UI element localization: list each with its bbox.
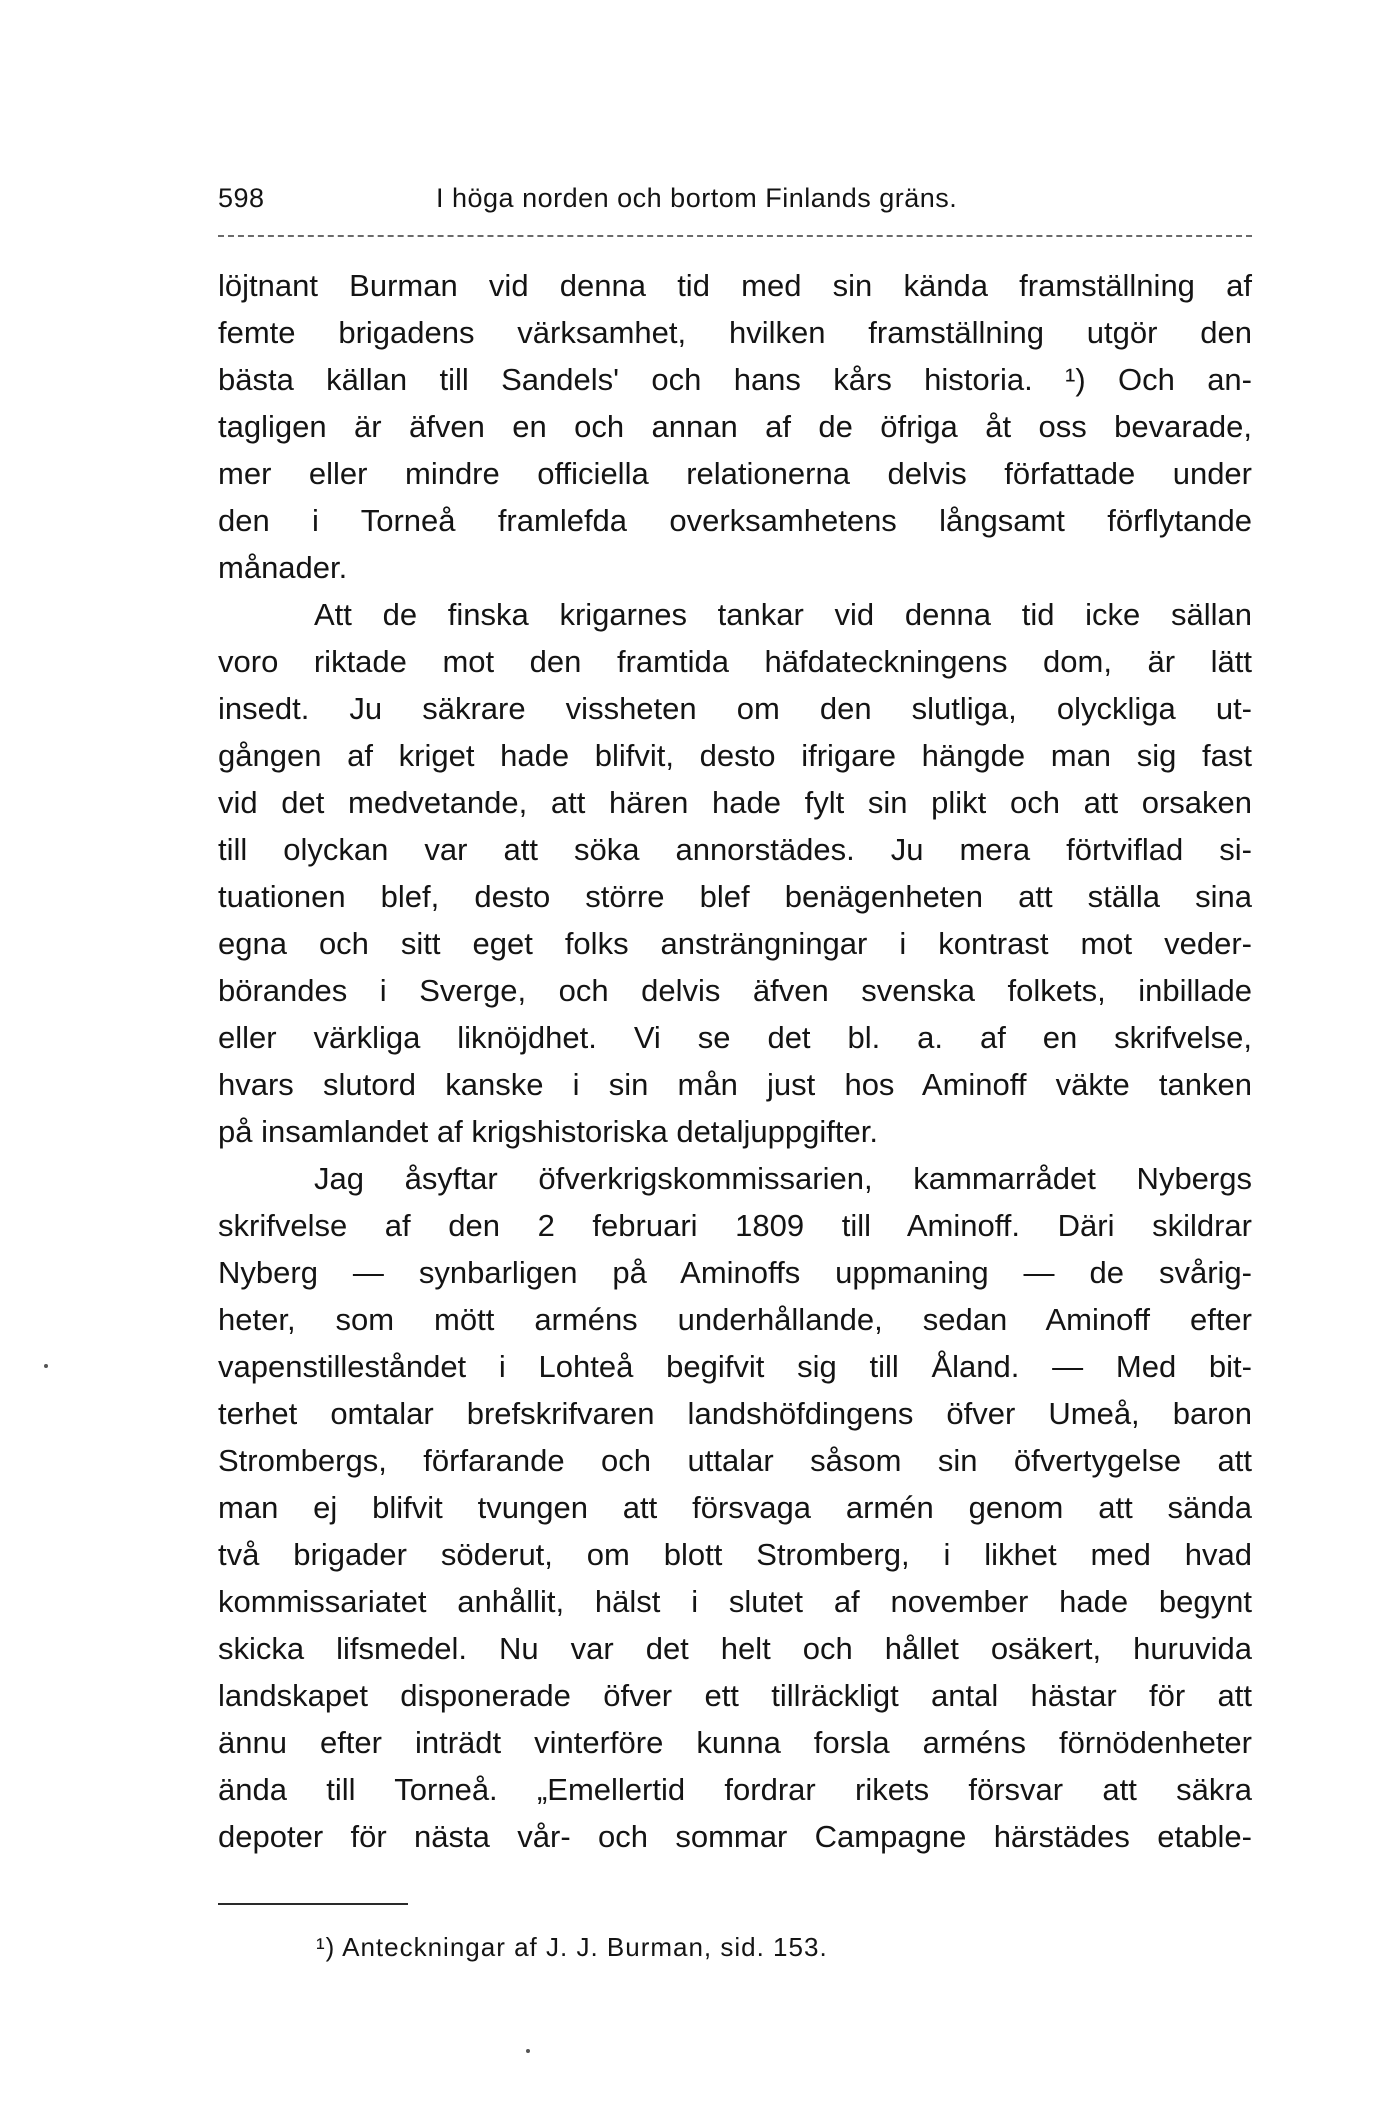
text-line: Att de finska krigarnes tankar vid denna tid icke sällan [314, 597, 1252, 632]
text-line: Jag åsyftar öfverkrigskommissarien, kammarrådet Nybergs [314, 1161, 1252, 1196]
footnote: ¹) Anteckningar af J. J. Burman, sid. 153. [316, 1932, 828, 1962]
text-line: eller värkliga liknöjdhet. Vi se det bl. a. af en skrifvelse, [218, 1020, 1252, 1055]
text-line: två brigader söderut, om blott Stromberg, i likhet med hvad [218, 1537, 1252, 1572]
text-line: egna och sitt eget folks ansträngningar i kontrast mot veder- [218, 926, 1252, 961]
text-line: till olyckan var att söka annorstädes. Ju mera förtviflad si- [218, 832, 1252, 867]
scan-speck [526, 2049, 530, 2053]
page-number: 598 [218, 183, 265, 213]
text-line: löjtnant Burman vid denna tid med sin kända framställning af [218, 268, 1252, 303]
text-line: kommissariatet anhållit, hälst i slutet af november hade begynt [218, 1584, 1252, 1619]
text-line: vapenstilleståndet i Lohteå begifvit sig till Åland. — Med bit- [218, 1349, 1252, 1384]
footnote-rule [218, 1903, 408, 1905]
text-line: terhet omtalar brefskrifvaren landshöfdingens öfver Umeå, baron [218, 1396, 1252, 1431]
text-line: skicka lifsmedel. Nu var det helt och hållet osäkert, huruvida [218, 1631, 1252, 1666]
text-line: landskapet disponerade öfver ett tillräckligt antal hästar för att [218, 1678, 1252, 1713]
text-line: bästa källan till Sandels' och hans kårs historia. ¹) Och an- [218, 362, 1252, 397]
text-line: ännu efter inträdt vinterföre kunna forsla arméns förnödenheter [218, 1725, 1252, 1760]
text-line: heter, som mött arméns underhållande, sedan Aminoff efter [218, 1302, 1252, 1337]
body-text [218, 262, 1252, 1860]
text-line: börandes i Sverge, och delvis äfven svenska folkets, inbillade [218, 973, 1252, 1008]
text-line: skrifvelse af den 2 februari 1809 till Aminoff. Däri skildrar [218, 1208, 1252, 1243]
text-line: depoter för nästa vår- och sommar Campagne härstädes etable- [218, 1819, 1252, 1854]
text-line: ända till Torneå. „Emellertid fordrar rikets försvar att säkra [218, 1772, 1252, 1807]
running-title: I höga norden och bortom Finlands gräns. [436, 183, 958, 213]
text-line: tagligen är äfven en och annan af de öfriga åt oss bevarade, [218, 409, 1252, 444]
text-line: på insamlandet af krigshistoriska detaljuppgifter. [218, 1114, 878, 1149]
running-head [218, 183, 1252, 227]
text-line: femte brigadens värksamhet, hvilken framställning utgör den [218, 315, 1252, 350]
header-rule [218, 235, 1252, 237]
scan-speck [44, 1364, 48, 1368]
text-line: den i Torneå framlefda overksamhetens långsamt förflytande [218, 503, 1252, 538]
text-line: gången af kriget hade blifvit, desto ifrigare hängde man sig fast [218, 738, 1252, 773]
text-line: man ej blifvit tvungen att försvaga armén genom att sända [218, 1490, 1252, 1525]
text-line: vid det medvetande, att hären hade fylt sin plikt och att orsaken [218, 785, 1252, 820]
text-line: insedt. Ju säkrare vissheten om den slutliga, olyckliga ut- [218, 691, 1252, 726]
text-line: tuationen blef, desto större blef benägenheten att ställa sina [218, 879, 1252, 914]
text-line: Nyberg — synbarligen på Aminoffs uppmaning — de svårig- [218, 1255, 1252, 1290]
text-line: voro riktade mot den framtida häfdateckningens dom, är lätt [218, 644, 1252, 679]
text-line: mer eller mindre officiella relationerna delvis författade under [218, 456, 1252, 491]
text-line: Strombergs, förfarande och uttalar såsom sin öfvertygelse att [218, 1443, 1252, 1478]
text-line: hvars slutord kanske i sin mån just hos Aminoff väkte tanken [218, 1067, 1252, 1102]
text-line: månader. [218, 550, 348, 585]
